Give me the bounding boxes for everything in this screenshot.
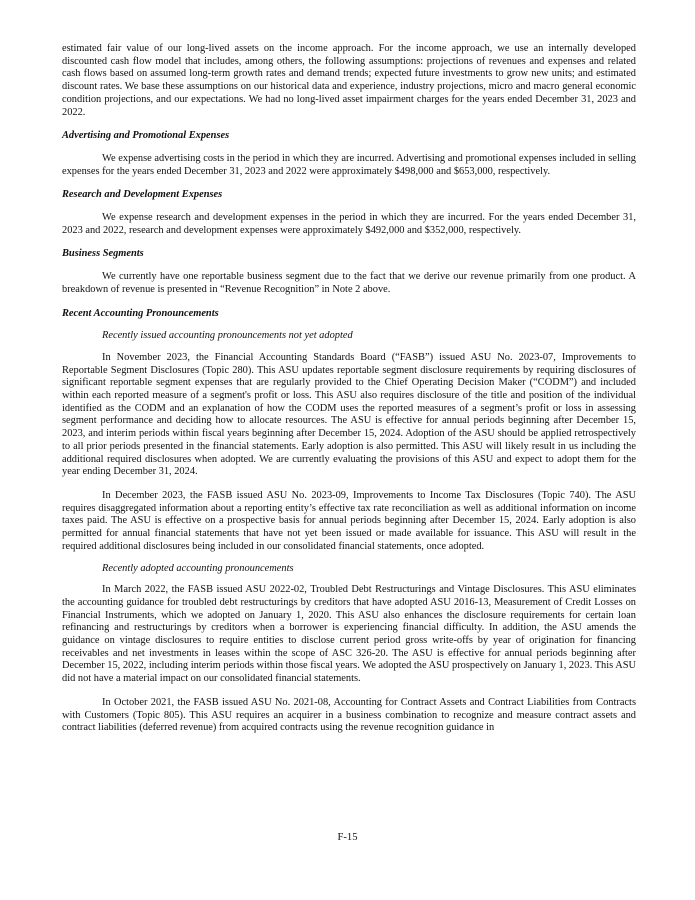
paragraph-asu-2022-02: In March 2022, the FASB issued ASU 2022-02, Troubled Debt Restructurings and Vintage Disclosures. This ASU eliminates the accounting guidance for troubled debt restructurings by creditors that have adopted ASU 2016-13, Measurement of Credit Losses on Financial Instruments, which we adopted on January 1, 2020. This ASU also enhances the disclosure requirements for certain loan refinancing and restructurings by creditors when a borrower is experiencing financial difficulty. In addition, the ASU amends the guidance on vintage disclosures to require entities to disclose current period gross write-offs by year of origination for financing receivables and net investments in leases within the scope of ASC 326-20. The ASU is effective for annual periods beginning after December 15, 2022, including interim periods within those fiscal years. We adopted the ASU prospectively on January 1, 2023. This ASU did not have a material impact on our consolidated financial statements. — [62, 584, 636, 685]
paragraph-research: We expense research and development expenses in the period in which they are incurred. For the years ended December 31, 2023 and 2022, research and development expenses were approximately $492,000 and $352,000, respectively. — [62, 212, 636, 236]
paragraph-asu-2023-09: In December 2023, the FASB issued ASU No. 2023-09, Improvements to Income Tax Disclosures (Topic 740). The ASU requires disaggregated information about a reporting entity’s effective tax rate reconciliation as well as additional information on income taxes paid. The ASU is effective on a prospective basis for annual periods beginning after December 15, 2024. Early adoption is also permitted for annual financial statements that have not yet been issued or made available for issuance. This ASU will result in the required additional disclosures being included in our consolidated financial statements, once adopted. — [62, 489, 636, 552]
heading-research: Research and Development Expenses — [62, 189, 223, 201]
paragraph-advertising: We expense advertising costs in the period in which they are incurred. Advertising and promotional expenses included in selling expenses for the years ended December 31, 2023 and 2022 were approximately $498,000 and $653,000, respectively. — [62, 152, 636, 177]
page-number: F-15 — [337, 832, 358, 843]
paragraph-business-segments: We currently have one reportable business segment due to the fact that we derive our revenue primarily from one product. A breakdown of revenue is presented in “Revenue Recognition” in Note 2 above. — [62, 271, 636, 295]
heading-recent-pronouncements: Recent Accounting Pronouncements — [62, 307, 219, 319]
subheading-not-yet-adopted: Recently issued accounting pronouncements not yet adopted — [102, 330, 353, 342]
subheading-adopted: Recently adopted accounting pronouncements — [102, 562, 294, 574]
paragraph-asu-2021-08: In October 2021, the FASB issued ASU No. 2021-08, Accounting for Contract Assets and Contract Liabilities from Contracts with Customers (Topic 805). This ASU requires an acquirer in a business combination to recognize and measure contract assets and contract liabilities (deferred revenue) from acquired contracts using the revenue recognition guidance in — [62, 696, 636, 734]
paragraph-asu-2023-07: In November 2023, the Financial Accounting Standards Board (“FASB”) issued ASU No. 2023-07, Improvements to Reportable Segment Disclosures (Topic 280). This ASU updates reportable segment disclosure requirements by requiring disclosures of significant reportable segment expenses that are regularly provided to the Chief Operating Decision Maker (“CODM”) and included within each reported measure of a segment's profit or loss. This ASU also requires disclosure of the title and position of the individual identified as the CODM and an explanation of how the CODM uses the reported measures of a segment’s profit or loss in assessing segment performance and deciding how to allocate resources. The ASU is effective for annual periods beginning after December 15, 2023, and interim periods within fiscal years beginning after December 15, 2024. Adoption of the ASU should be applied retrospectively to all prior periods presented in the financial statements. Early adoption is also permitted. This ASU will likely result in us including the additional required disclosures when adopted. We are currently evaluating the provisions of this ASU and expect to adopt them for the year ending December 31, 2024. — [62, 351, 636, 478]
heading-business-segments: Business Segments — [62, 248, 144, 260]
heading-advertising: Advertising and Promotional Expenses — [62, 130, 230, 142]
document-body — [62, 43, 636, 735]
paragraph-impairment: estimated fair value of our long-lived assets on the income approach. For the income approach, we use an internally developed discounted cash flow model that includes, among others, the following assumptions: projections of revenues and expenses and related cash flows based on assumed long-term growth rates and demand trends; expected future investments to grow new units; and estimated discount rates. We base these assumptions on our historical data and experience, industry projections, micro and macro general economic condition projections, and our expectations. We had no long-lived asset impairment charges for the years ended December 31, 2023 and 2022. — [62, 43, 636, 118]
